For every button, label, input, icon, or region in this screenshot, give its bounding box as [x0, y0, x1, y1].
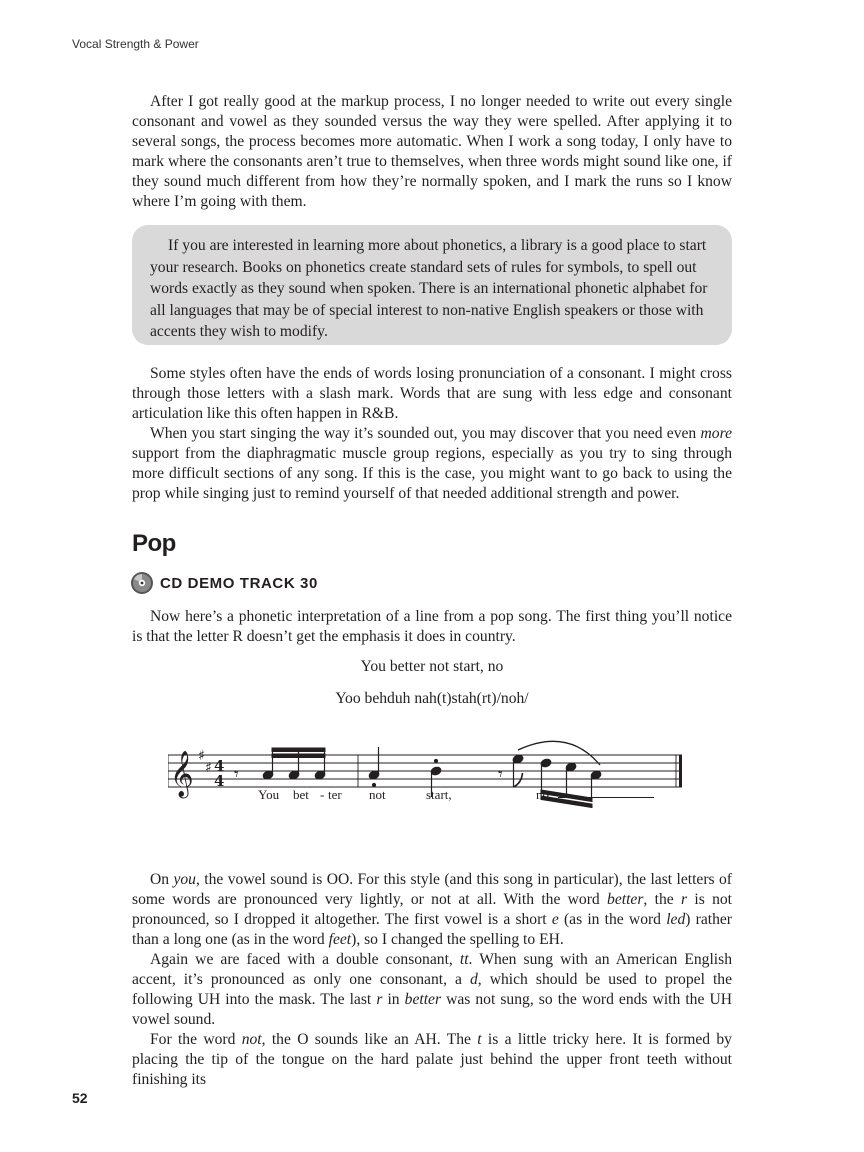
lyric-syllable: -: [320, 787, 325, 802]
page-number: 52: [72, 1090, 88, 1106]
sharp-icon: ♯: [198, 748, 205, 764]
paragraph: Now here’s a phonetic interpretation of a line from a pop song. The first thing you’ll notice is that the letter R doesn’t get the emphasis it does in country.: [132, 608, 732, 645]
cd-track-text: CD DEMO TRACK 30: [160, 574, 318, 592]
svg-text:4: 4: [214, 772, 225, 790]
paragraph: For the word not, the O sounds like an AH. The t is a little tricky here. It is formed by placing the tip of the tongue on the hard palate just behind the upper front teeth without finishing its: [132, 1031, 732, 1088]
lyric-syllable: ter: [328, 787, 342, 802]
section-heading: Pop: [132, 530, 176, 557]
rest-icon: 𝄾: [498, 764, 503, 785]
lyric-syllable: not: [369, 787, 386, 802]
lyric-syllable: start,: [426, 787, 452, 802]
paragraph-2-block: [132, 364, 732, 504]
rest-icon: 𝄾: [234, 764, 239, 785]
paragraph-5-block: [132, 870, 732, 1090]
paragraph: Again we are faced with a double consonant, tt. When sung with an American English accent, it’s pronounced as only one consonant, a d, which should be used to propel the following UH into the mask. The last r in better was not sung, so the word ends with the UH vowel sound.: [132, 951, 732, 1028]
treble-clef-icon: 𝄞: [170, 751, 194, 797]
note-text: If you are interested in learning more about phonetics, a library is a good place to start your research. Books on phonetics create standard sets of rules for symbols, to spell out words exactly as they sound when spoken. There is an international phonetic alphabet for all languages that may be of special interest to non-native English speakers or those with accents they wish to modify.: [150, 237, 708, 340]
paragraph: When you start singing the way it’s sounded out, you may discover that you need even more support from the diaphragmatic muscle group regions, especially as you try to sing through more difficult sections of any song. If this is the case, you might want to go back to using the prop while singing just to remind yourself of that needed additional strength and power.: [132, 425, 732, 502]
cd-icon: [130, 571, 154, 595]
sidebar-note: [132, 225, 732, 345]
lyric-syllable: bet: [293, 787, 309, 802]
svg-text:4: 4: [214, 757, 225, 775]
paragraph: Some styles often have the ends of words losing pronunciation of a consonant. I might cross through those letters with a slash mark. Words that are sung with less edge and consonant articulation like this often happen in R&B.: [132, 365, 732, 422]
sharp-icon: ♯: [205, 760, 212, 776]
paragraph-4-block: [132, 607, 732, 647]
lyric-syllable: You: [258, 787, 280, 802]
paragraph: On you, the vowel sound is OO. For this style (and this song in particular), the last letters of some words are pronounced very lightly, or not at all. With the word better, the r is not pronounced, so I dropped it altogether. The first vowel is a short e (as in the word led) rather than a long one (as in the word feet), so I changed the spelling to EH.: [132, 871, 733, 948]
cd-track-label: [130, 571, 318, 595]
lyric-line: You better not start, no: [360, 658, 504, 675]
phonetic-line: Yoo behduh nah(t)stah(rt)/noh/: [335, 690, 529, 707]
running-head: Vocal Strength & Power: [72, 37, 199, 51]
music-lyrics: [0, 787, 864, 807]
paragraph: After I got really good at the markup process, I no longer needed to write out every single consonant and vowel as they sounded versus the way they were spelled. After applying it to several songs, the process becomes more automatic. When I work a song today, I only have to mark where the consonants aren’t true to themselves, when three words might sound like one, if they sound much different from how they’re normally spoken, and I mark the runs so I know where I’m going with them.: [132, 93, 732, 210]
paragraph-1-block: [132, 92, 732, 212]
melisma-line: [558, 797, 654, 798]
lyric-syllable: no.: [536, 787, 553, 802]
